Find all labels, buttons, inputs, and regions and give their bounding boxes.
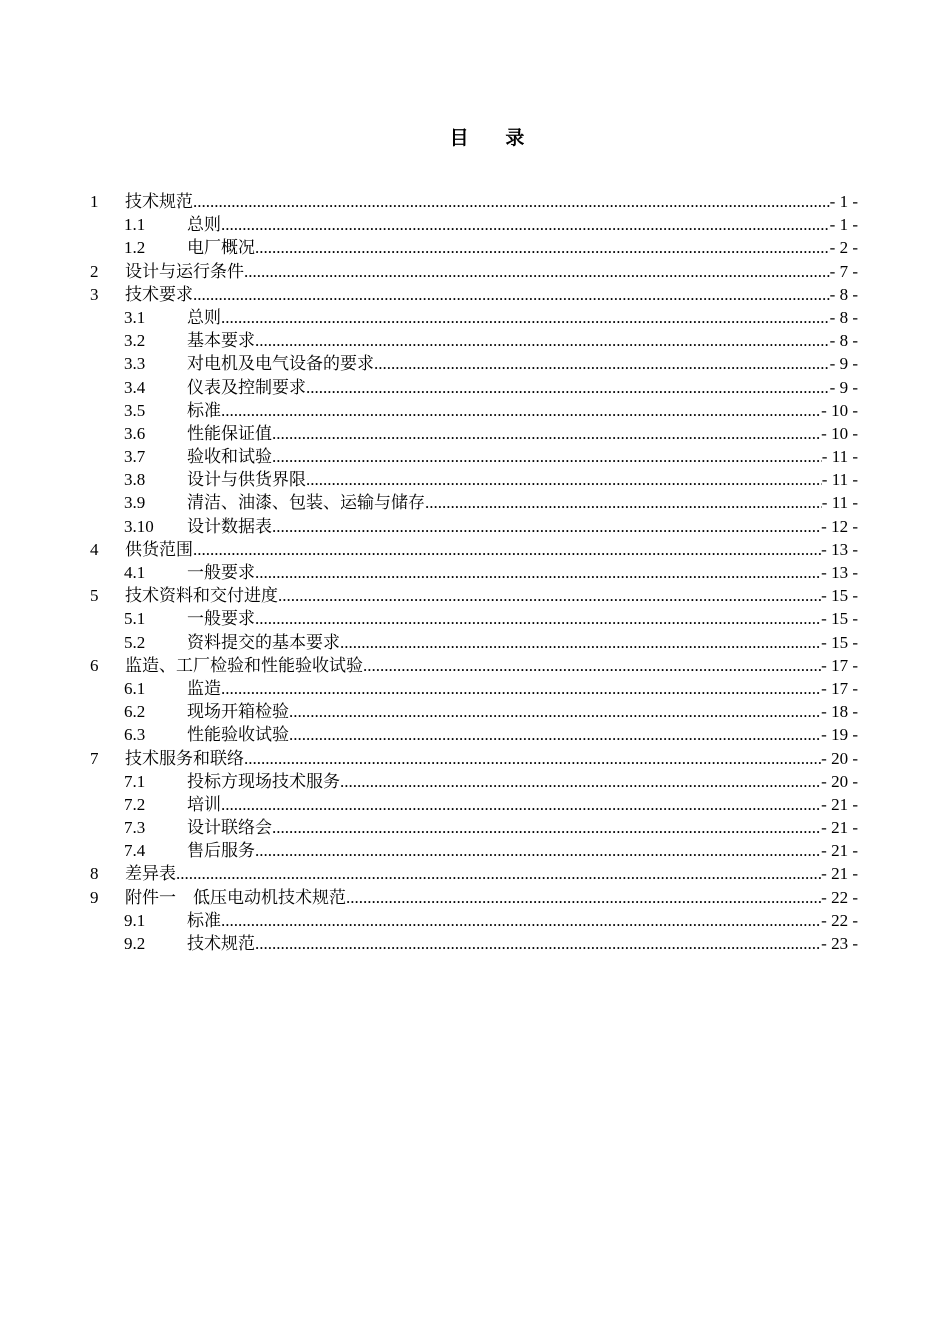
toc-entry[interactable] (0, 352, 950, 375)
toc-entry-page-number: - 22 - (821, 910, 858, 930)
dot-leader (363, 654, 821, 677)
toc-entry-number: 7.2 (124, 794, 146, 814)
toc-entry-label: 供货范围 (125, 539, 193, 559)
toc-entry-page-number: - 21 - (821, 818, 858, 838)
toc-entry[interactable] (0, 561, 950, 584)
toc-entry-number: 9 (90, 887, 99, 907)
dot-leader (221, 306, 830, 329)
toc-entry-number: 5.2 (124, 632, 146, 652)
toc-entry-number: 7.3 (124, 818, 146, 838)
toc-entry-number: 3.9 (124, 493, 146, 513)
toc-entry[interactable] (0, 862, 950, 885)
toc-entry-label: 性能保证值 (187, 423, 272, 443)
toc-entry-label: 清洁、油漆、包装、运输与储存 (187, 493, 425, 513)
toc-entry-page-number: - 2 - (829, 238, 858, 258)
toc-title: 目 录 (449, 128, 541, 149)
toc-entry-label: 技术资料和交付进度 (125, 586, 278, 606)
toc-entry-page-number: - 20 - (821, 771, 858, 791)
dot-leader (272, 422, 821, 445)
toc-entry[interactable] (0, 468, 950, 491)
toc-entry[interactable] (0, 213, 950, 236)
toc-entry[interactable] (0, 515, 950, 538)
toc-entry-number: 9.1 (124, 910, 146, 930)
toc-entry-page-number: - 11 - (821, 493, 858, 513)
toc-entry-page-number: - 13 - (821, 539, 858, 559)
toc-entry-page-number: - 15 - (821, 609, 858, 629)
toc-entry-label: 总则 (187, 215, 221, 235)
toc-entry[interactable] (0, 677, 950, 700)
dot-leader (346, 886, 821, 909)
toc-entry[interactable] (0, 399, 950, 422)
toc-entry-page-number: - 10 - (821, 400, 858, 420)
toc-entry-number: 6 (90, 655, 99, 675)
toc-entry-number: 3.1 (124, 307, 146, 327)
toc-entry-label: 电厂概况 (187, 238, 255, 258)
toc-entry-label: 资料提交的基本要求 (187, 632, 340, 652)
toc-entry[interactable] (0, 190, 950, 213)
dot-leader (272, 515, 821, 538)
dot-leader (255, 607, 821, 630)
toc-entry-number: 3.3 (124, 354, 146, 374)
toc-entry-label: 设计数据表 (187, 516, 272, 536)
dot-leader (255, 561, 821, 584)
dot-leader (289, 723, 821, 746)
toc-entry-page-number: - 9 - (829, 377, 858, 397)
toc-entry-number: 2 (90, 261, 99, 281)
toc-entry-label: 现场开箱检验 (187, 702, 289, 722)
toc-entry-page-number: - 9 - (829, 354, 858, 374)
toc-entry[interactable] (0, 445, 950, 468)
toc-entry-page-number: - 1 - (829, 215, 858, 235)
toc-entry[interactable] (0, 723, 950, 746)
toc-entry[interactable] (0, 654, 950, 677)
toc-entry-page-number: - 12 - (821, 516, 858, 536)
toc-entry-label: 基本要求 (187, 331, 255, 351)
toc-entry-page-number: - 1 - (829, 192, 858, 211)
toc-entry-label: 一般要求 (187, 609, 255, 629)
toc-entry-label: 标准 (187, 910, 221, 930)
toc-entry[interactable] (0, 631, 950, 654)
toc-entry-page-number: - 17 - (821, 655, 858, 675)
toc-entry-page-number: - 17 - (821, 678, 858, 698)
toc-entry-page-number: - 19 - (821, 725, 858, 745)
toc-entry-page-number: - 10 - (821, 423, 858, 443)
toc-entry[interactable] (0, 584, 950, 607)
toc-entry-number: 4.1 (124, 563, 146, 582)
toc-entry-page-number: - 20 - (821, 748, 858, 768)
toc-entry[interactable] (0, 260, 950, 283)
toc-entry-page-number: - 13 - (821, 563, 858, 582)
dot-leader (193, 190, 830, 213)
toc-entry[interactable] (0, 909, 950, 932)
toc-entry-number: 3.6 (124, 423, 146, 443)
toc-entry-label: 售后服务 (187, 841, 255, 861)
dot-leader (255, 839, 821, 862)
toc-entry-page-number: - 8 - (829, 284, 858, 304)
toc-entry-label: 监造、工厂检验和性能验收试验 (125, 655, 363, 675)
toc-entry-number: 6.2 (124, 702, 146, 722)
toc-entry-page-number: - 21 - (821, 794, 858, 814)
toc-entry-number: 6.3 (124, 725, 146, 745)
toc-entry-number: 5 (90, 586, 99, 606)
toc-entry-label: 差异表 (125, 864, 176, 884)
toc-entry[interactable] (0, 747, 950, 770)
dot-leader (340, 770, 821, 793)
toc-entry-number: 7.4 (124, 841, 146, 861)
dot-leader (306, 376, 830, 399)
toc-entry-page-number: - 8 - (829, 331, 858, 351)
toc-entry[interactable] (0, 607, 950, 630)
toc-entry[interactable] (0, 932, 950, 955)
toc-entry-label: 对电机及电气设备的要求 (187, 354, 374, 374)
toc-entry-number: 5.1 (124, 609, 146, 629)
toc-entry-number: 3.10 (124, 516, 154, 536)
toc-entry-label: 设计与运行条件 (125, 261, 244, 281)
toc-entry-page-number: - 18 - (821, 702, 858, 722)
dot-leader (425, 491, 822, 514)
table-of-contents (0, 190, 950, 955)
toc-entry-label: 附件一 低压电动机技术规范 (125, 887, 346, 907)
toc-entry-number: 7.1 (124, 771, 146, 791)
toc-entry-label: 标准 (187, 400, 221, 420)
dot-leader (193, 538, 821, 561)
toc-entry-page-number: - 11 - (821, 447, 858, 467)
toc-entry-number: 4 (90, 539, 99, 559)
dot-leader (176, 862, 821, 885)
toc-entry-label: 监造 (187, 678, 221, 698)
toc-entry-label: 技术规范 (187, 934, 255, 953)
toc-entry-label: 技术服务和联络 (125, 748, 244, 768)
toc-entry-label: 设计联络会 (187, 818, 272, 838)
toc-entry[interactable] (0, 329, 950, 352)
dot-leader (255, 236, 830, 259)
dot-leader (221, 399, 821, 422)
dot-leader (244, 260, 830, 283)
toc-entry-label: 技术要求 (125, 284, 193, 304)
toc-entry-page-number: - 11 - (821, 470, 858, 490)
toc-entry[interactable] (0, 236, 950, 259)
toc-entry-number: 8 (90, 864, 99, 884)
toc-entry[interactable] (0, 491, 950, 514)
dot-leader (289, 700, 821, 723)
toc-entry-page-number: - 23 - (821, 934, 858, 953)
toc-entry-page-number: - 7 - (829, 261, 858, 281)
dot-leader (193, 283, 830, 306)
toc-entry-number: 3.7 (124, 447, 146, 467)
dot-leader (221, 677, 821, 700)
toc-entry[interactable] (0, 422, 950, 445)
toc-entry-number: 1.1 (124, 215, 146, 235)
toc-entry[interactable] (0, 793, 950, 816)
toc-entry-number: 3.2 (124, 331, 146, 351)
toc-entry-label: 验收和试验 (187, 447, 272, 467)
toc-entry-number: 3 (90, 284, 99, 304)
dot-leader (306, 468, 822, 491)
toc-entry-number: 3.8 (124, 470, 146, 490)
dot-leader (244, 747, 821, 770)
dot-leader (221, 909, 821, 932)
toc-entry-page-number: - 8 - (829, 307, 858, 327)
dot-leader (255, 932, 821, 955)
toc-entry-label: 投标方现场技术服务 (187, 771, 340, 791)
dot-leader (255, 329, 830, 352)
dot-leader (278, 584, 821, 607)
toc-entry-number: 9.2 (124, 934, 146, 953)
toc-entry-number: 3.4 (124, 377, 146, 397)
toc-entry-number: 1.2 (124, 238, 146, 258)
dot-leader (272, 816, 821, 839)
toc-entry[interactable] (0, 283, 950, 306)
toc-entry[interactable] (0, 886, 950, 909)
toc-entry[interactable] (0, 538, 950, 561)
dot-leader (221, 213, 830, 236)
toc-entry[interactable] (0, 700, 950, 723)
toc-entry-number: 1 (90, 192, 99, 211)
toc-entry-label: 性能验收试验 (187, 725, 289, 745)
dot-leader (221, 793, 821, 816)
dot-leader (374, 352, 830, 375)
toc-entry-label: 一般要求 (187, 563, 255, 582)
toc-entry-label: 培训 (187, 794, 221, 814)
toc-entry-label: 仪表及控制要求 (187, 377, 306, 397)
toc-entry-page-number: - 22 - (821, 887, 858, 907)
toc-entry-number: 3.5 (124, 400, 146, 420)
toc-entry-page-number: - 15 - (821, 632, 858, 652)
toc-entry-label: 设计与供货界限 (187, 470, 306, 490)
toc-entry-page-number: - 21 - (821, 841, 858, 861)
toc-entry-label: 总则 (187, 307, 221, 327)
toc-entry-page-number: - 21 - (821, 864, 858, 884)
toc-entry-number: 7 (90, 748, 99, 768)
toc-entry[interactable] (0, 306, 950, 329)
dot-leader (340, 631, 821, 654)
toc-entry-number: 6.1 (124, 678, 146, 698)
toc-entry[interactable] (0, 770, 950, 793)
toc-entry[interactable] (0, 376, 950, 399)
toc-entry-label: 技术规范 (125, 192, 193, 211)
dot-leader (272, 445, 822, 468)
toc-entry[interactable] (0, 816, 950, 839)
toc-entry-page-number: - 15 - (821, 586, 858, 606)
toc-entry[interactable] (0, 839, 950, 862)
